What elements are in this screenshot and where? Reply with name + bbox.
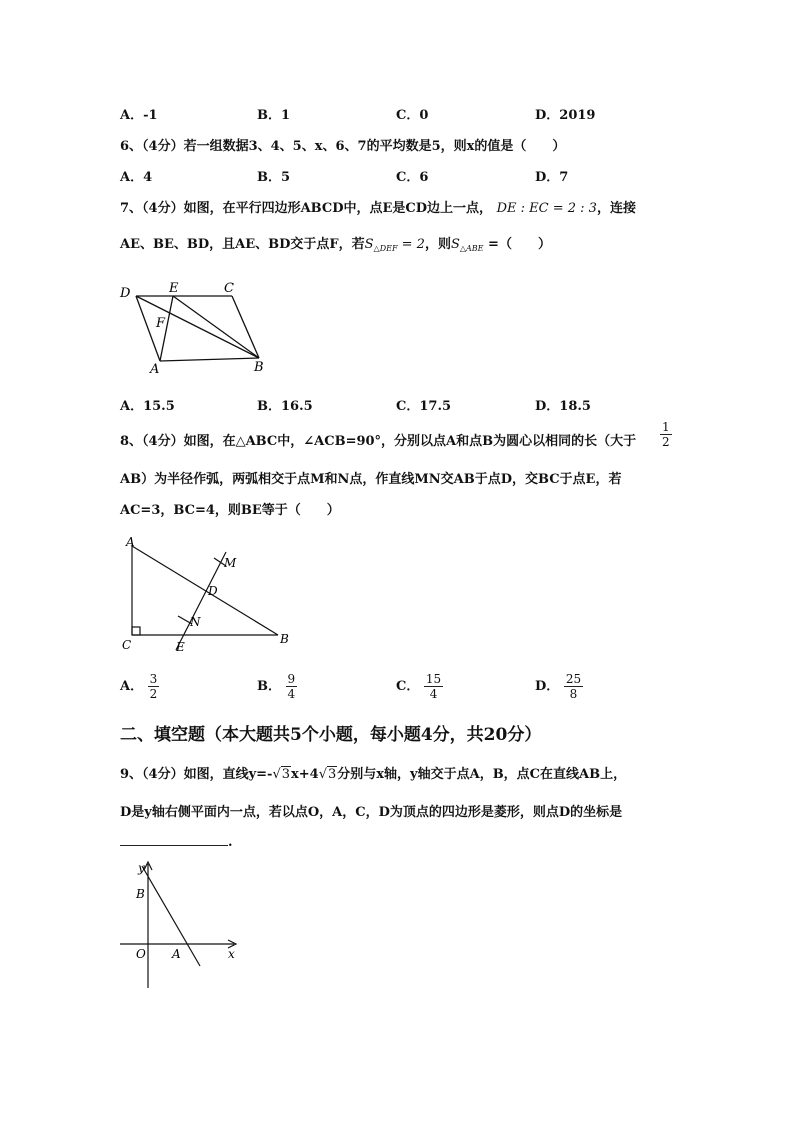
q9-sqrt-2: √3: [318, 767, 337, 782]
q7-area-abe-sub: △ABE: [459, 244, 484, 253]
q7-text-2: ，连接: [596, 201, 636, 216]
q9-text-3: 分别与x轴，y轴交于点A，B，点C在直线AB上，: [337, 767, 627, 782]
q8-right-angle-mark: [132, 627, 140, 635]
q9-line-ab: [142, 866, 200, 966]
q7-area-def-value: = 2: [397, 237, 425, 252]
q8-option-d-letter: D．: [535, 679, 560, 694]
q8-option-c-fraction: [424, 672, 443, 701]
q8-label-c: C: [122, 638, 132, 652]
q8-option-d-den: 8: [569, 687, 578, 701]
q7-text-5: =（ ）: [483, 237, 551, 252]
q8-stem-line3: AC=3，BC=4，则BE等于（ ）: [120, 503, 340, 518]
q8-option-c: [396, 672, 443, 701]
q7-text-4: ，则: [424, 237, 451, 252]
q8-option-b-fraction: [286, 672, 298, 701]
q8-option-a-letter: A．: [120, 679, 144, 694]
q5-option-a: A．-1: [120, 108, 158, 123]
q9-sqrt-1-radicand: 3: [281, 767, 291, 782]
q9-text-1: 9、（4分）如图，直线y=-: [120, 767, 273, 782]
q9-label-o: O: [136, 947, 146, 961]
q7-option-d: D．18.5: [535, 399, 591, 414]
q8-label-d: D: [208, 584, 218, 598]
q8-option-b-den: 4: [287, 687, 296, 701]
q9-period: .: [228, 835, 233, 850]
q9-sqrt-2-radicand: 3: [328, 767, 337, 782]
q8-option-c-letter: C．: [396, 679, 420, 694]
q7-label-e: E: [169, 281, 179, 296]
q8-option-b: [257, 672, 297, 701]
q7-label-c: C: [224, 281, 234, 296]
q9-sqrt-1: √3: [272, 767, 291, 782]
q9-label-x: x: [228, 947, 235, 961]
q7-option-c: C．17.5: [396, 399, 452, 414]
q8-stem-line1: [120, 430, 636, 449]
q8-option-b-num: 9: [287, 672, 296, 686]
q9-axes-figure: [116, 858, 244, 992]
q5-option-d: D．2019: [535, 108, 596, 123]
q7-text-1: 7、（4分）如图，在平行四边形ABCD中，点E是CD边上一点，: [120, 201, 493, 216]
q8-stem-line2: AB）为半径作弧，两弧相交于点M和N点，作直线MN交AB于点D，交BC于点E，若: [120, 472, 622, 487]
q7-side-ba: [160, 358, 259, 361]
q8-option-d-fraction: [564, 672, 583, 701]
q8-option-a: [120, 672, 159, 701]
q8-label-m: M: [224, 556, 237, 570]
q7-area-def-symbol: S: [364, 237, 374, 252]
q9-stem-line1: [120, 763, 626, 782]
q8-option-b-letter: B．: [257, 679, 281, 694]
q9-answer-line: [120, 833, 233, 850]
q5-option-c: C．0: [396, 108, 429, 123]
q7-label-d: D: [120, 286, 131, 301]
q8-label-a: A: [126, 535, 135, 549]
q8-option-d: [535, 672, 583, 701]
q9-answer-blank: [120, 833, 228, 846]
q8-half-num: 1: [662, 420, 670, 434]
q7-segment-db: [136, 296, 259, 358]
q7-parallelogram-figure: [114, 276, 274, 376]
q7-option-a: A．15.5: [120, 399, 175, 414]
q7-stem-line2: [120, 233, 551, 253]
q8-label-n: N: [190, 615, 201, 629]
q7-text-3: AE、BE、BD，且AE、BD交于点F，若: [120, 237, 365, 252]
q8-option-d-num: 25: [565, 672, 582, 686]
q9-text-2: x+4: [291, 767, 319, 782]
q9-label-b: B: [136, 887, 145, 901]
q9-label-a: A: [172, 947, 181, 961]
q6-option-b: B．5: [257, 170, 291, 185]
q7-label-b: B: [254, 360, 264, 375]
q5-option-b: B．1: [257, 108, 291, 123]
q7-label-a: A: [150, 362, 160, 376]
q7-label-f: F: [156, 316, 166, 331]
q6-option-c: C．6: [396, 170, 429, 185]
q8-side-ab: [132, 546, 278, 635]
q8-triangle-figure: [118, 532, 296, 658]
q6-stem: 6、（4分）若一组数据3、4、5、x、6、7的平均数是5，则x的值是（ ）: [120, 139, 566, 154]
q8-option-a-fraction: [148, 672, 160, 701]
q9-label-y: y: [138, 861, 145, 875]
q9-stem-line2: D是y轴右侧平面内一点，若以点O，A，C，D为顶点的四边形是菱形，则点D的坐标是: [120, 805, 623, 820]
q8-text-1: 8、（4分）如图，在△ABC中，∠ACB=90°，分别以点A和点B为圆心以相同的长（大于: [120, 434, 637, 449]
q6-option-d: D．7: [535, 170, 569, 185]
q7-area-def-sub: △DEF: [373, 244, 398, 253]
q8-option-a-den: 2: [149, 687, 158, 701]
q7-stem-line1: [120, 197, 636, 216]
q8-half-fraction: [660, 420, 672, 449]
q7-ratio: DE : EC = 2 : 3: [496, 201, 597, 216]
q7-area-abe-symbol: S: [450, 237, 460, 252]
q8-option-a-num: 3: [149, 672, 158, 686]
q8-label-e: E: [176, 640, 185, 654]
q7-option-b: B．16.5: [257, 399, 313, 414]
q8-option-c-num: 15: [425, 672, 442, 686]
q6-option-a: A．4: [120, 170, 153, 185]
q8-half-den: 2: [662, 435, 670, 449]
q8-label-b: B: [280, 632, 289, 646]
q8-option-c-den: 4: [429, 687, 438, 701]
section-fill-in-title: 二、填空题（本大题共5个小题，每小题4分，共20分）: [120, 725, 542, 745]
